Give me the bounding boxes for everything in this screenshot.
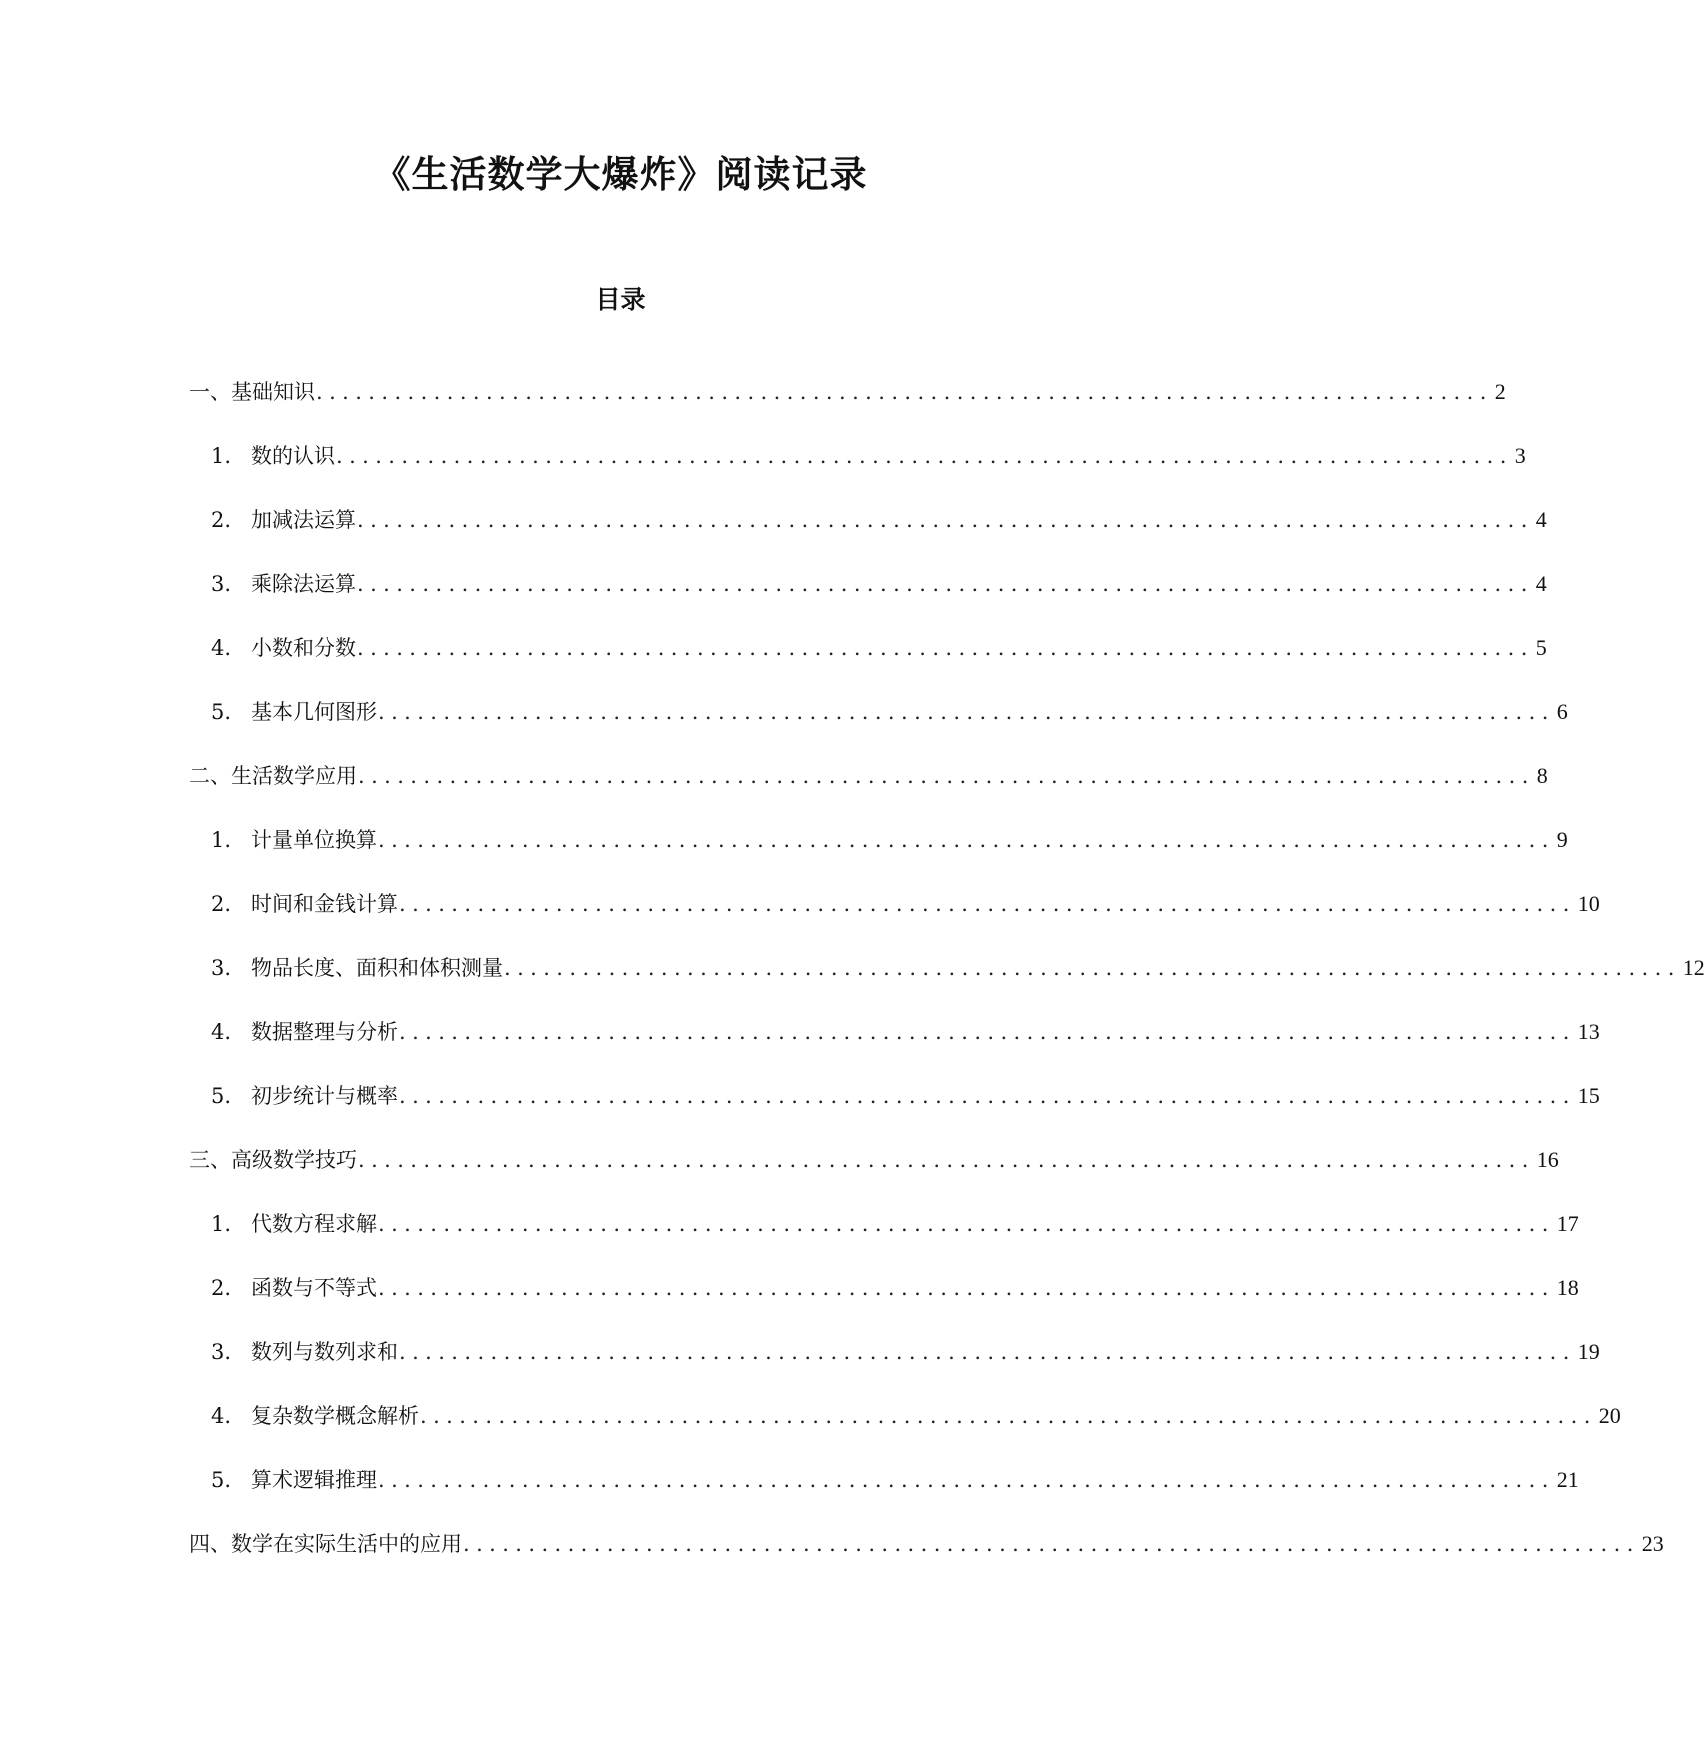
toc-entry-number: 4. — [211, 1020, 232, 1044]
toc-entry-2-2[interactable] — [211, 884, 1600, 924]
toc-entry-3-2[interactable] — [211, 1268, 1579, 1308]
toc-entry-label: 代数方程求解 — [251, 1212, 377, 1236]
toc-entry-number: 1. — [211, 828, 232, 852]
toc-entry-page: 9 — [1556, 827, 1568, 852]
dot-leader: .......................................................................................... — [399, 1084, 1576, 1108]
toc-entry-page: 18 — [1556, 1275, 1579, 1300]
toc-entry-label: 三、高级数学技巧 — [189, 1148, 357, 1172]
toc-entry-number: 3. — [211, 1340, 232, 1364]
toc-entry-page: 19 — [1577, 1339, 1600, 1364]
toc-entry-number: 5. — [211, 1084, 232, 1108]
dot-leader: .......................................................................................... — [336, 444, 1513, 468]
toc-entry-number: 3. — [211, 572, 232, 596]
toc-entry-3-3[interactable] — [211, 1332, 1600, 1372]
dot-leader: .......................................................................................... — [358, 764, 1535, 788]
toc-entry-page: 16 — [1536, 1147, 1559, 1172]
toc-entry-page: 4 — [1535, 507, 1547, 532]
toc-entry-number: 1. — [211, 444, 232, 468]
toc-entry-page: 10 — [1577, 891, 1600, 916]
toc-entry-label: 加减法运算 — [251, 508, 356, 532]
toc-entry-1-5[interactable] — [211, 692, 1568, 732]
toc-entry-page: 5 — [1535, 635, 1547, 660]
toc-entry-number: 1. — [211, 1212, 232, 1236]
toc-entry-3-5[interactable] — [211, 1460, 1579, 1500]
toc-entry-label: 小数和分数 — [251, 636, 356, 660]
toc-entry-section-2[interactable] — [189, 756, 1548, 796]
toc-entry-number: 2. — [211, 892, 232, 916]
toc-entry-2-5[interactable] — [211, 1076, 1600, 1116]
toc-entry-page: 4 — [1535, 571, 1547, 596]
toc-entry-page: 8 — [1536, 763, 1548, 788]
toc-entry-page: 6 — [1556, 699, 1568, 724]
toc-entry-page: 23 — [1641, 1531, 1664, 1556]
toc-entry-1-3[interactable] — [211, 564, 1547, 604]
toc-entry-1-1[interactable] — [211, 436, 1526, 476]
toc-entry-1-2[interactable] — [211, 500, 1547, 540]
toc-entry-number: 3. — [211, 956, 232, 980]
dot-leader: .......................................................................................... — [316, 380, 1493, 404]
dot-leader: .......................................................................................... — [378, 700, 1555, 724]
toc-entry-label: 数据整理与分析 — [251, 1020, 398, 1044]
toc-entry-label: 一、基础知识 — [189, 380, 315, 404]
dot-leader: .......................................................................................... — [357, 572, 1534, 596]
toc-entry-number: 2. — [211, 1276, 232, 1300]
toc-entry-number: 2. — [211, 508, 232, 532]
dot-leader: .......................................................................................... — [378, 1276, 1555, 1300]
toc-entry-label: 乘除法运算 — [251, 572, 356, 596]
toc-entry-label: 数列与数列求和 — [251, 1340, 398, 1364]
dot-leader: .......................................................................................... — [357, 636, 1534, 660]
toc-entry-label: 二、生活数学应用 — [189, 764, 357, 788]
dot-leader: .......................................................................................... — [399, 1340, 1576, 1364]
dot-leader: .......................................................................................... — [399, 1020, 1576, 1044]
dot-leader: .......................................................................................... — [399, 892, 1576, 916]
toc-entry-label: 物品长度、面积和体积测量 — [251, 956, 503, 980]
dot-leader: .......................................................................................... — [504, 956, 1681, 980]
toc-entry-label: 函数与不等式 — [251, 1276, 377, 1300]
toc-entry-page: 12 — [1682, 955, 1705, 980]
dot-leader: .......................................................................................... — [420, 1404, 1597, 1428]
toc-entry-label: 算术逻辑推理 — [251, 1468, 377, 1492]
document-title: 《生活数学大爆炸》阅读记录 — [373, 153, 868, 196]
toc-entry-page: 13 — [1577, 1019, 1600, 1044]
toc-entry-number: 5. — [211, 700, 232, 724]
toc-entry-label: 计量单位换算 — [251, 828, 377, 852]
toc-entry-page: 3 — [1514, 443, 1526, 468]
toc-entry-label: 复杂数学概念解析 — [251, 1404, 419, 1428]
toc-entry-page: 15 — [1577, 1083, 1600, 1108]
dot-leader: .......................................................................................... — [378, 828, 1555, 852]
toc-entry-number: 4. — [211, 636, 232, 660]
toc-entry-1-4[interactable] — [211, 628, 1547, 668]
toc-entry-number: 5. — [211, 1468, 232, 1492]
dot-leader: .......................................................................................... — [378, 1212, 1555, 1236]
toc-entry-label: 时间和金钱计算 — [251, 892, 398, 916]
toc-entry-page: 17 — [1556, 1211, 1579, 1236]
toc-entry-label: 数的认识 — [251, 444, 335, 468]
toc-entry-page: 20 — [1598, 1403, 1621, 1428]
toc-entry-page: 2 — [1494, 379, 1506, 404]
toc-entry-2-4[interactable] — [211, 1012, 1600, 1052]
toc-heading: 目录 — [595, 285, 646, 314]
toc-entry-label: 四、数学在实际生活中的应用 — [189, 1532, 462, 1556]
toc-entry-page: 21 — [1556, 1467, 1579, 1492]
toc-entry-label: 初步统计与概率 — [251, 1084, 398, 1108]
toc-entry-3-4[interactable] — [211, 1396, 1621, 1436]
toc-entry-section-3[interactable] — [189, 1140, 1559, 1180]
toc-entry-2-1[interactable] — [211, 820, 1568, 860]
toc-entry-2-3[interactable] — [211, 948, 1705, 988]
toc-entry-label: 基本几何图形 — [251, 700, 377, 724]
dot-leader: .......................................................................................... — [378, 1468, 1555, 1492]
toc-entry-3-1[interactable] — [211, 1204, 1579, 1244]
dot-leader: .......................................................................................... — [463, 1532, 1640, 1556]
toc-entry-section-1[interactable] — [189, 372, 1506, 412]
dot-leader: .......................................................................................... — [358, 1148, 1535, 1172]
dot-leader: .......................................................................................... — [357, 508, 1534, 532]
toc-entry-number: 4. — [211, 1404, 232, 1428]
toc-entry-section-4[interactable] — [189, 1524, 1664, 1564]
